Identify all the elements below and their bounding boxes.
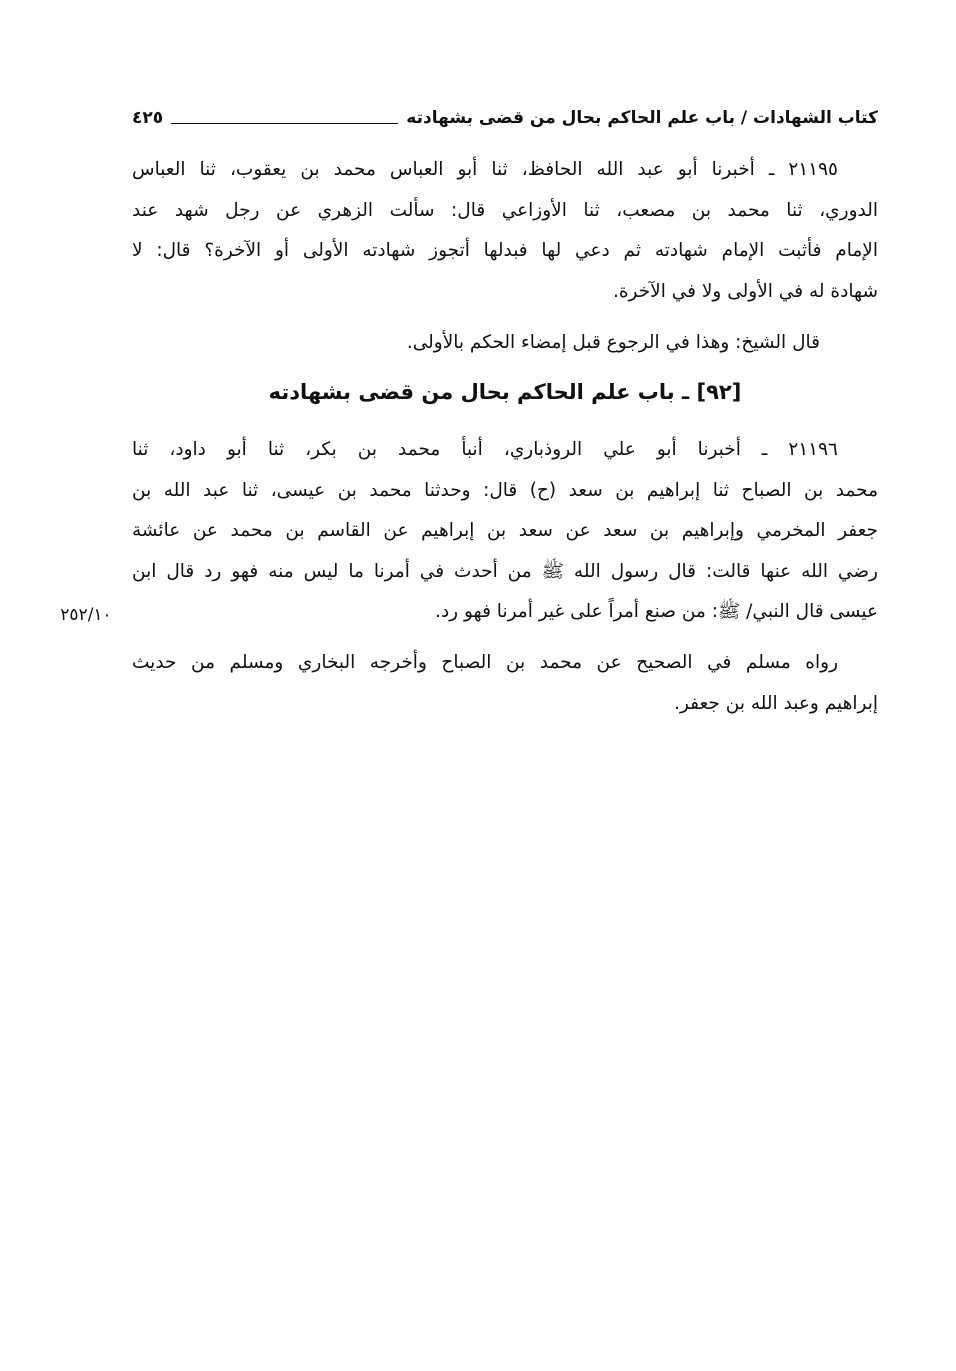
page-number: ٤٢٥ [132,108,164,128]
header-rule [171,123,398,124]
takhrij-paragraph [132,643,878,724]
hadith-21196-paragraph [132,430,878,633]
text-line: محمد بن الصباح ثنا إبراهيم بن سعد (ح) قال: وحدثنا محمد بن عيسى، ثنا عبد الله بن [132,479,878,501]
text-line: إبراهيم وعبد الله بن جعفر. [674,692,878,714]
text-line: شهادة له في الأولى ولا في الآخرة. [612,280,878,302]
text-line: رضي الله عنها قالت: قال رسول الله ﷺ من أحدث في أمرنا ما ليس منه فهو رد قال ابن [132,560,878,582]
text-line: عيسى قال النبي/ ﷺ: من صنع أمراً على غير أمرنا فهو رد. [435,601,878,622]
chapter-heading: [٩٢] ـ باب علم الحاكم بحال من قضى بشهادته [268,380,742,404]
running-header [132,102,878,134]
margin-reference: ٢٥٢/١٠ [60,605,112,625]
header-title: كتاب الشهادات / باب علم الحاكم بحال من قضى بشهادته [406,108,878,128]
text-line: ٢١١٩٥ ـ أخبرنا أبو عبد الله الحافظ، ثنا أبو العباس محمد بن يعقوب، ثنا العباس [132,159,838,180]
hadith-21195-paragraph [132,150,878,312]
text-line: الدوري، ثنا محمد بن مصعب، ثنا الأوزاعي قال: سألت الزهري عن رجل شهد عند [132,199,878,221]
shaykh-note-paragraph [132,323,878,364]
text-line: ٢١١٩٦ ـ أخبرنا أبو علي الروذباري، أنبأ محمد بن بكر، ثنا أبو داود، ثنا [132,439,838,460]
text-line: رواه مسلم في الصحيح عن محمد بن الصباح وأخرجه البخاري ومسلم من حديث [132,652,838,673]
text-line: الإمام فأثبت الإمام شهادته ثم دعي لها فبدلها أتجوز شهادته الأولى أو الآخرة؟ قال: لا [132,240,878,261]
text-line: جعفر المخرمي وإبراهيم بن سعد عن سعد بن إبراهيم عن القاسم بن محمد عن عائشة [132,520,878,541]
text-line: قال الشيخ: وهذا في الرجوع قبل إمضاء الحكم بالأولى. [406,332,820,353]
